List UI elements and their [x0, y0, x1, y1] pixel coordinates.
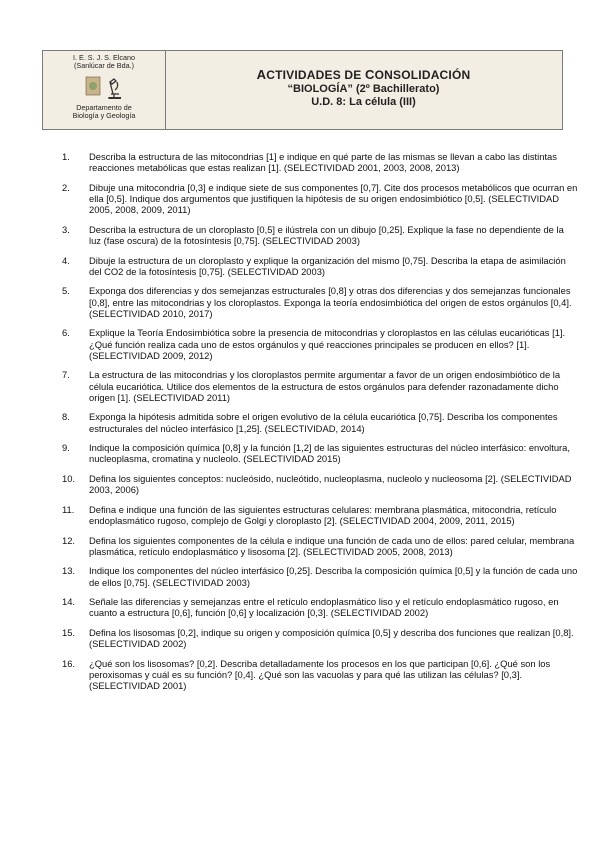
question-item — [56, 658, 578, 692]
question-number: 10. — [62, 472, 76, 484]
microscope-logo-icon — [84, 74, 124, 102]
question-text: Dibuje una mitocondria [0,3] e indique siete de sus componentes [0,7]. Cite dos procesos metabólicos que ocurran en ella [0,5]. Indique dos argumentos que justifiquen la hipótesis de su origen endosimbiótico [0,5]. (SELECTIVIDAD 2005, 2008, 2009, 2011) — [89, 181, 578, 216]
question-text: ¿Qué son los lisosomas? [0,2]. Describa detalladamente los procesos en los que participan [0,6]. ¿Qué son los peroxisomas y cuál es su función? [0,4]. ¿Qué son las vacuolas y para qué las utilizan las células? [0,3]. (SELECTIVIDAD 2001) — [89, 657, 551, 692]
question-text: Exponga la hipótesis admitida sobre el origen evolutivo de la célula eucariótica [0,75]. Describa los componentes estructurales del núcleo interfásico [1,25]. (SELECTIVIDAD, 2014) — [89, 411, 558, 434]
department-line2: Biología y Geología — [72, 111, 136, 121]
question-number: 13. — [62, 565, 76, 577]
question-text: La estructura de las mitocondrias y los cloroplastos permite argumentar a favor de un origen endosimbiótico de la célula eucariótica. Utilice dos elementos de la estructura de estos orgánulos para defender razonadamente dicho origen [1]. (SELECTIVIDAD 2011) — [89, 369, 561, 403]
document-title — [165, 67, 562, 82]
question-text: Dibuje la estructura de un cloroplasto y explique la organización del mismo [0,75]. Describa la etapa de asimilación del CO2 de la fotosíntesis [0,75]. (SELECTIVIDAD 2003) — [89, 254, 566, 277]
question-item — [56, 565, 578, 587]
document-header — [42, 50, 563, 130]
question-number: 1. — [62, 151, 70, 162]
course-subtitle: “BIOLOGÍA” (2º Bachillerato) — [287, 83, 440, 95]
question-item — [56, 411, 578, 433]
question-number: 14. — [62, 596, 76, 608]
question-number: 12. — [62, 534, 76, 546]
question-text: Explique la Teoría Endosimbiótica sobre la presencia de mitocondrias y cloroplastos en las células eucarióticas [1]. ¿Qué función realiza cada uno de estos orgánulos y qué reacciones principales se producen en ellos? [1]. (SELECTIVIDAD 2009, 2012) — [89, 327, 566, 361]
question-item — [56, 151, 578, 173]
question-text: Defina los lisosomas [0,2], indique su origen y composición química [0,5] y describa dos funciones que realizan [0,8]. (SELECTIVIDAD 2002) — [89, 626, 574, 650]
question-item — [56, 473, 578, 495]
question-number: 15. — [62, 626, 76, 638]
question-number: 9. — [62, 442, 70, 454]
question-text: Defina los siguientes componentes de la célula e indique una función de cada uno de ellos: pared celular, membrana plasmática, retículo endoplasmático y lisosoma [2]. (SELECTIVIDAD 2005, 2008, 2013) — [89, 534, 575, 557]
question-item — [56, 627, 578, 649]
unit-title: U.D. 8: La célula (III) — [311, 96, 416, 108]
question-text: Indique la composición química [0,8] y la función [1,2] de las siguientes estructuras del núcleo interfásico: envoltura, nucleoplasma, cromatina y nucleolo. (SELECTIVIDAD 2015) — [89, 442, 570, 465]
department-name — [43, 104, 165, 121]
question-item — [56, 285, 578, 319]
question-item — [56, 327, 578, 361]
question-text: Describa la estructura de las mitocondrias [1] e indique en qué parte de las mismas se llevan a cabo las distintas reacciones metabólicas que estas realizan [1]. (SELECTIVIDAD 2001, 2003, 2008, 2013) — [89, 151, 557, 174]
question-text: Señale las diferencias y semejanzas entre el retículo endoplasmático liso y el retículo endoplasmático rugoso, en cuanto a estructura [0,6], función [0,6] y localización [0,3]. (SELECTIVIDAD 2002) — [89, 596, 559, 619]
question-number: 7. — [62, 369, 70, 381]
question-number: 11. — [62, 503, 75, 515]
question-item — [56, 182, 578, 216]
question-item — [56, 535, 578, 557]
title-word-b: ONSOLIDACIÓN — [374, 68, 471, 82]
title-word-a: CTIVIDADES DE — [266, 68, 366, 82]
school-name-line1: I. E. S. J. S. Elcano — [73, 53, 135, 62]
question-list — [56, 151, 578, 700]
title-initial-a: A — [256, 67, 267, 82]
question-item — [56, 224, 578, 246]
question-text: Indique los componentes del núcleo interfásico [0,25]. Describa la composición química [0,5] y la función de cada uno de ellos [0,75]. (SELECTIVIDAD 2003) — [89, 565, 578, 588]
question-item — [56, 596, 578, 618]
question-item — [56, 504, 578, 526]
question-text: Exponga dos diferencias y dos semejanzas estructurales [0,8] y otras dos diferencias y dos semejanzas funcionales [0,8], entre las mitocondrias y los cloroplastos. Exponga la teoría endosimbiótica del origen de estos orgánulos [0,4]. (SELECTIVIDAD 2010, 2017) — [89, 285, 572, 319]
title-initial-b: C — [365, 67, 375, 82]
question-number: 2. — [62, 181, 70, 193]
question-text: Defina e indique una función de las siguientes estructuras celulares: membrana plasmática, mitocondria, retículo endoplasmático rugoso, complejo de Golgi y cloroplasto [2]. (SELECTIVIDAD 2004, 2009, 2011, 2015) — [89, 503, 557, 526]
question-item — [56, 442, 578, 464]
school-name-line2: (Sanlúcar de Bda.) — [74, 61, 134, 71]
school-block — [43, 51, 166, 129]
school-name — [43, 54, 165, 71]
question-text: Describa la estructura de un cloroplasto [0,5] e ilústrela con un dibujo [0,25]. Explique la fase no dependiente de la luz (fase oscura) de la fotosíntesis [0,75]. (SELECTIVIDAD 2003) — [89, 223, 564, 246]
question-number: 3. — [62, 223, 70, 235]
title-block — [165, 51, 562, 129]
question-text: Defina los siguientes conceptos: nucleósido, nucleótido, nucleoplasma, nucleolo y nucleosoma [2]. (SELECTIVIDAD 2003, 2006) — [89, 472, 572, 496]
question-item — [56, 369, 578, 403]
question-number: 5. — [62, 285, 70, 297]
question-number: 6. — [62, 327, 70, 339]
question-number: 8. — [62, 411, 70, 423]
question-number: 4. — [62, 254, 70, 266]
question-item — [56, 255, 578, 277]
question-number: 16. — [62, 657, 76, 669]
department-line1: Departamento de — [76, 102, 132, 112]
